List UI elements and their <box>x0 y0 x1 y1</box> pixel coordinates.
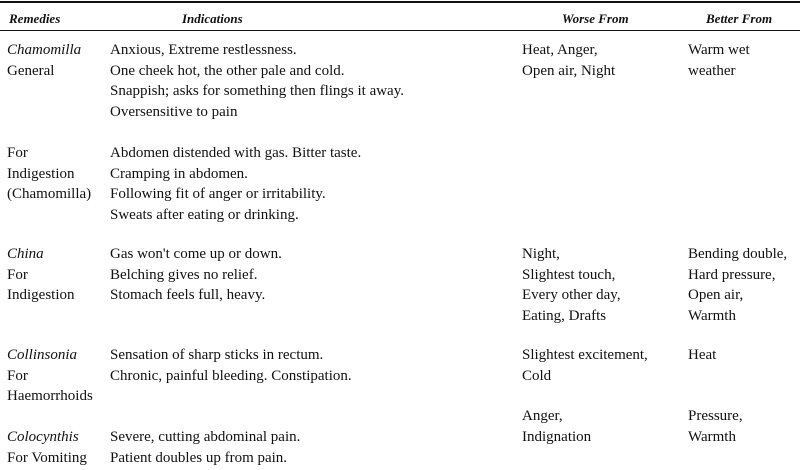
worse-line: Heat, Anger, <box>522 42 598 58</box>
remedy-sub: Haemorrhoids <box>7 388 93 404</box>
worse-line: Indignation <box>522 428 592 445</box>
indication-line: Severe, cutting abdominal pain. <box>110 429 301 445</box>
remedy-sub: General <box>7 62 55 79</box>
remedy-sub: For Vomiting <box>7 449 87 466</box>
row-1-remedy <box>7 40 81 81</box>
indication-line: Sensation of sharp sticks in rectum. <box>110 347 324 363</box>
row-3-worse <box>522 244 621 326</box>
row-2-indications <box>110 143 361 225</box>
indication-line: Chronic, painful bleeding. Constipation. <box>110 367 352 384</box>
indication-line: Gas won't come up or down. <box>110 246 282 262</box>
better-line: Hard pressure, <box>688 266 776 283</box>
better-line: Warmth <box>688 428 736 445</box>
remedy-sub: For <box>7 367 28 384</box>
row-5-worse <box>522 406 591 447</box>
header-indications: Indications <box>182 11 243 26</box>
row-2-remedy <box>7 143 91 205</box>
better-line: weather <box>688 62 736 79</box>
worse-line: Cold <box>522 367 552 384</box>
row-5-better <box>688 406 743 447</box>
indication-line: One cheek hot, the other pale and cold. <box>110 62 345 79</box>
row-3-indications <box>110 244 282 306</box>
worse-line: Every other day, <box>522 287 621 303</box>
row-1-better <box>688 40 750 81</box>
remedy-name: China <box>7 246 44 262</box>
row-4-worse <box>522 345 648 386</box>
worse-line: Eating, Drafts <box>522 307 607 324</box>
row-4-indications <box>110 345 352 386</box>
better-line: Pressure, <box>688 408 743 424</box>
row-3-better <box>688 244 787 326</box>
remedy-name: Chamomilla <box>7 42 82 58</box>
indication-line: Oversensitive to pain <box>110 103 238 120</box>
indication-line: Anxious, Extreme restlessness. <box>110 42 297 58</box>
header-remedies: Remedies <box>9 11 61 26</box>
row-1-indications <box>110 40 404 122</box>
row-1-worse <box>522 40 615 81</box>
header-worse-from: Worse From <box>562 11 629 26</box>
header-better-from: Better From <box>706 11 773 26</box>
indication-line: Following fit of anger or irritability. <box>110 186 326 202</box>
table-top-rule <box>0 1 800 3</box>
indication-line: Cramping in abdomen. <box>110 165 248 182</box>
remedy-sub: (Chamomilla) <box>7 186 92 202</box>
worse-line: Anger, <box>522 408 563 424</box>
remedy-sub: For <box>7 145 28 161</box>
header-rule <box>0 30 800 31</box>
remedy-sub: Indigestion <box>7 165 75 182</box>
better-line: Open air, <box>688 287 744 303</box>
worse-line: Slightest touch, <box>522 266 616 283</box>
worse-line: Slightest excitement, <box>522 347 648 363</box>
row-5-remedy <box>7 427 87 468</box>
remedy-sub: Indigestion <box>7 287 75 303</box>
better-line: Bending double, <box>688 246 788 262</box>
better-line: Heat <box>688 347 717 363</box>
indication-line: Abdomen distended with gas. Bitter taste. <box>110 145 362 161</box>
row-3-remedy <box>7 244 75 306</box>
indication-line: Snappish; asks for something then flings it away. <box>110 83 404 99</box>
better-line: Warm wet <box>688 42 750 58</box>
indication-line: Patient doubles up from pain. <box>110 449 288 466</box>
indication-line: Belching gives no relief. <box>110 266 258 283</box>
indication-line: Stomach feels full, heavy. <box>110 287 266 303</box>
worse-line: Night, <box>522 246 560 262</box>
remedy-name: Colocynthis <box>7 429 79 445</box>
worse-line: Open air, Night <box>522 62 616 79</box>
row-4-remedy <box>7 345 93 407</box>
indication-line: Sweats after eating or drinking. <box>110 206 299 223</box>
remedy-name: Collinsonia <box>7 347 78 363</box>
row-4-better <box>688 345 716 366</box>
row-5-indications <box>110 427 300 468</box>
remedy-sub: For <box>7 266 28 283</box>
better-line: Warmth <box>688 307 736 324</box>
